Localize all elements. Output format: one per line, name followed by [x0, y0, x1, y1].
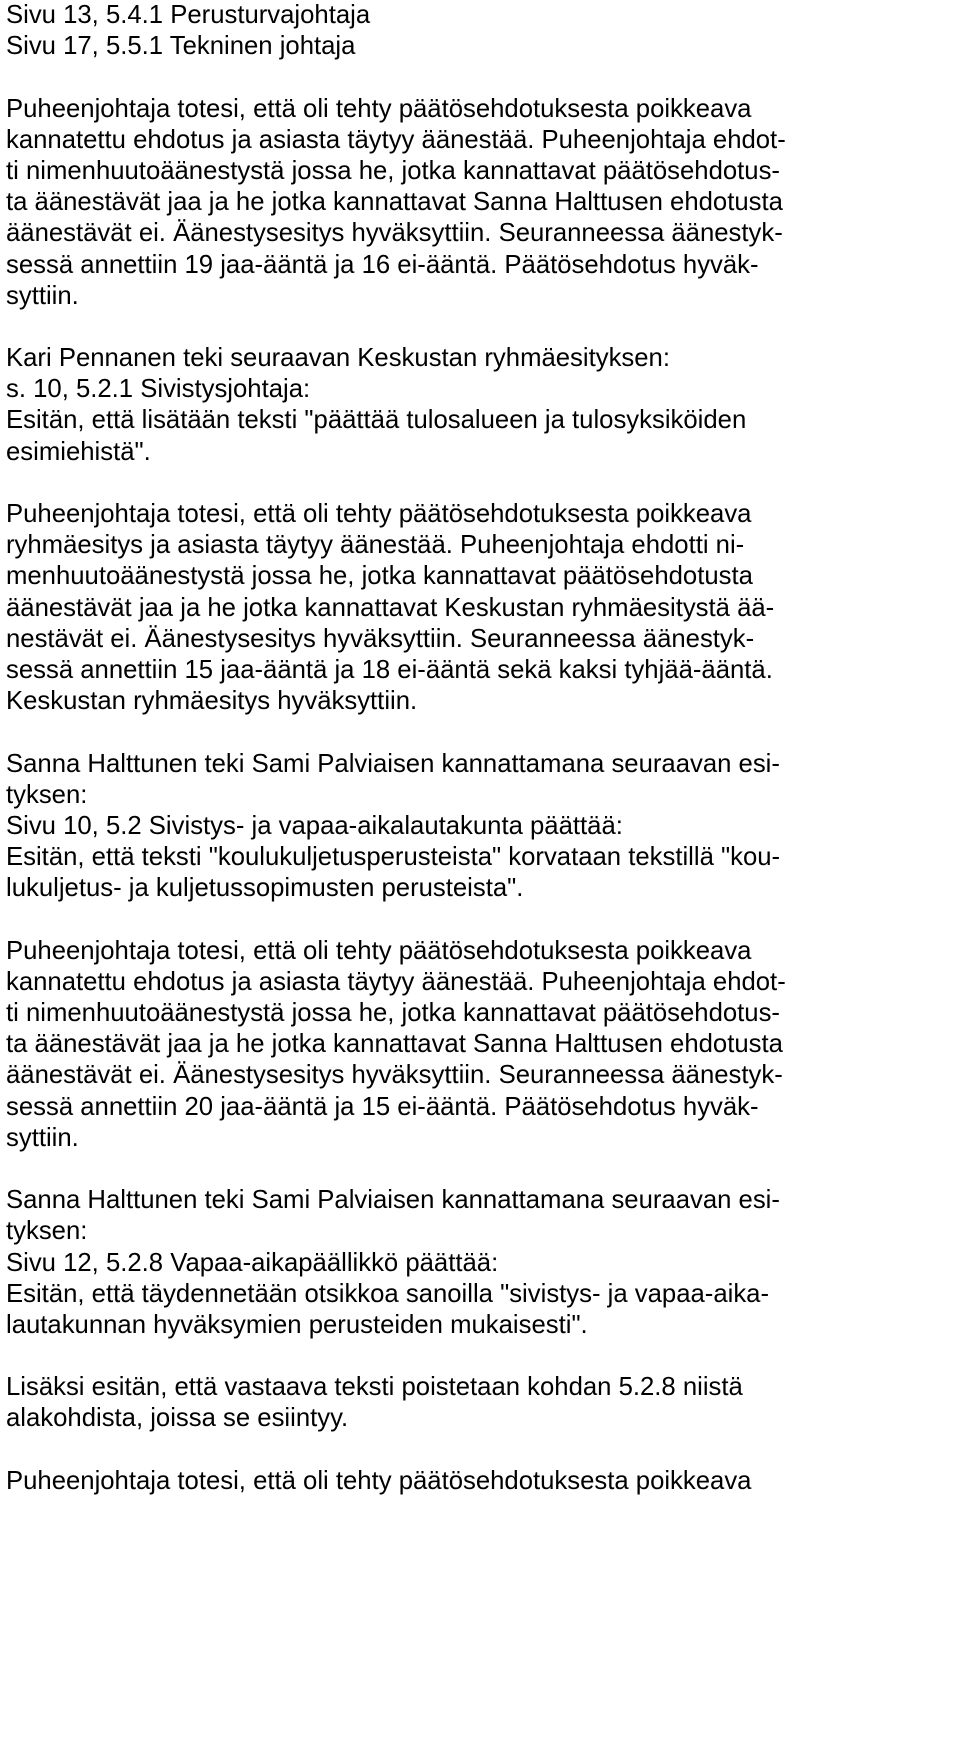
text-line: Esitän, että täydennetään otsikkoa sanoilla "sivistys- ja vapaa-aika- [6, 1279, 770, 1308]
text-line: Puheenjohtaja totesi, että oli tehty päätösehdotuksesta poikkeava [6, 936, 752, 965]
text-line: Esitän, että lisätään teksti "päättää tulosalueen ja tulosyksiköiden [6, 406, 747, 435]
text-line: Puheenjohtaja totesi, että oli tehty päätösehdotuksesta poikkeava [6, 1466, 752, 1495]
text-line: lautakunnan hyväksymien perusteiden mukaisesti". [6, 1310, 588, 1339]
text-line: sessä annettiin 15 jaa-ääntä ja 18 ei-ääntä sekä kaksi tyhjää-ääntä. [6, 655, 773, 684]
paragraph-proposal-keskusta [6, 343, 956, 468]
text-line: Sanna Halttunen teki Sami Palviaisen kannattamana seuraavan esi- [6, 1186, 780, 1215]
text-line: äänestävät jaa ja he jotka kannattavat Keskustan ryhmäesitystä ää- [6, 593, 775, 622]
text-line: kannatettu ehdotus ja asiasta täytyy äänestää. Puheenjohtaja ehdot- [6, 125, 786, 154]
paragraph-vote-2 [6, 499, 956, 717]
paragraph-gap [6, 62, 956, 93]
text-line: tyksen: [6, 1217, 88, 1246]
text-line: esimiehistä". [6, 437, 151, 466]
text-line: Lisäksi esitän, että vastaava teksti poistetaan kohdan 5.2.8 niistä [6, 1373, 743, 1402]
text-line: syttiin. [6, 281, 79, 310]
text-line: Sivu 10, 5.2 Sivistys- ja vapaa-aikalautakunta päättää: [6, 811, 623, 840]
text-line: lukuljetus- ja kuljetussopimusten perusteista". [6, 874, 524, 903]
paragraph-vote-4 [6, 1466, 956, 1497]
paragraph-vote-3 [6, 936, 956, 1154]
paragraph-gap [6, 312, 956, 343]
paragraph-proposal-halttunen-1 [6, 749, 956, 905]
text-line: Sivu 17, 5.5.1 Tekninen johtaja [6, 32, 356, 61]
paragraph-gap [6, 1435, 956, 1466]
paragraph-gap [6, 1154, 956, 1185]
text-line: Sivu 12, 5.2.8 Vapaa-aikapäällikkö päättää: [6, 1248, 499, 1277]
paragraph-proposal-halttunen-2 [6, 1185, 956, 1341]
text-line: tyksen: [6, 780, 88, 809]
text-line: Puheenjohtaja totesi, että oli tehty päätösehdotuksesta poikkeava [6, 94, 752, 123]
text-line: s. 10, 5.2.1 Sivistysjohtaja: [6, 375, 311, 404]
text-line: ta äänestävät jaa ja he jotka kannattavat Sanna Halttusen ehdotusta [6, 188, 783, 217]
text-line: alakohdista, joissa se esiintyy. [6, 1404, 349, 1433]
text-line: ti nimenhuutoäänestystä jossa he, jotka kannattavat päätösehdotus- [6, 999, 780, 1027]
text-line: sessä annettiin 19 jaa-ääntä ja 16 ei-ääntä. Päätösehdotus hyväk- [6, 250, 759, 279]
text-line: sessä annettiin 20 jaa-ääntä ja 15 ei-ääntä. Päätösehdotus hyväk- [6, 1092, 759, 1121]
document-page [6, 0, 956, 1497]
text-line: Sanna Halttunen teki Sami Palviaisen kannattamana seuraavan esi- [6, 749, 780, 778]
text-line: Puheenjohtaja totesi, että oli tehty päätösehdotuksesta poikkeava [6, 500, 752, 528]
text-line: menhuutoäänestystä jossa he, jotka kannattavat päätösehdotusta [6, 562, 753, 591]
text-line: ryhmäesitys ja asiasta täytyy äänestää. Puheenjohtaja ehdotti ni- [6, 531, 745, 560]
paragraph-additional-proposal [6, 1372, 956, 1434]
paragraph-gap [6, 717, 956, 748]
text-line: syttiin. [6, 1123, 79, 1152]
paragraph-vote-1 [6, 94, 956, 312]
text-line: Esitän, että teksti "koulukuljetusperusteista" korvataan tekstillä "kou- [6, 843, 781, 872]
text-line: ta äänestävät jaa ja he jotka kannattavat Sanna Halttusen ehdotusta [6, 1030, 783, 1059]
text-line: äänestävät ei. Äänestysesitys hyväksyttiin. Seuranneessa äänestyk- [6, 1061, 783, 1090]
paragraph-ref-header [6, 0, 956, 62]
text-line: Sivu 13, 5.4.1 Perusturvajohtaja [6, 1, 371, 29]
text-line: Keskustan ryhmäesitys hyväksyttiin. [6, 687, 418, 716]
text-line: äänestävät ei. Äänestysesitys hyväksyttiin. Seuranneessa äänestyk- [6, 219, 783, 248]
paragraph-gap [6, 1341, 956, 1372]
text-line: Kari Pennanen teki seuraavan Keskustan ryhmäesityksen: [6, 344, 670, 373]
paragraph-gap [6, 904, 956, 935]
text-line: nestävät ei. Äänestysesitys hyväksyttiin. Seuranneessa äänestyk- [6, 624, 755, 653]
text-line: ti nimenhuutoäänestystä jossa he, jotka kannattavat päätösehdotus- [6, 156, 780, 185]
text-line: kannatettu ehdotus ja asiasta täytyy äänestää. Puheenjohtaja ehdot- [6, 967, 786, 996]
paragraph-gap [6, 468, 956, 499]
